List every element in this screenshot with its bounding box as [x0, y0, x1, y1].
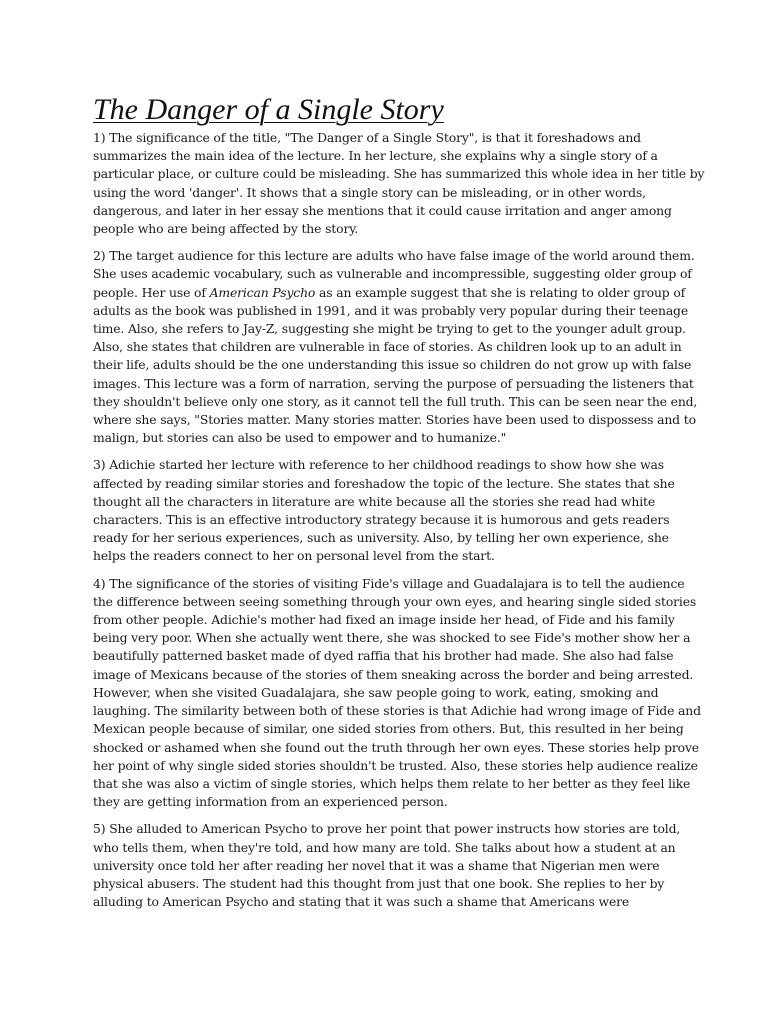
paragraph-text: 3) Adichie started her lecture with reference to her childhood readings to show how she was affected by reading similar stories and foreshadow the topic of the lecture. She states that she thought all the characters in literature are white because all the stories she read had white characters. This is an effective introductory strategy because it is humorous and gets readers ready for her serious experiences, such as university. Also, by telling her own experience, she helps the readers connect to her on personal level from the start. [93, 457, 675, 564]
paragraph-4 [93, 575, 705, 812]
document-page [93, 93, 705, 920]
paragraph-text: 4) The significance of the stories of visiting Fide's village and Guadalajara is to tell the audience the difference between seeing something through your own eyes, and hearing single sided stories from other people. Adichie's mother had fixed an image inside her head, of Fide and his family being very poor. When she actually went there, she was shocked to see Fide's mother show her a beautifully patterned basket made of dyed raffia that his brother had made. She also had false image of Mexicans because of the stories of them sneaking across the border and being arrested. However, when she visited Guadalajara, she saw people going to work, eating, smoking and laughing. The similarity between both of these stories is that Adichie had wrong image of Fide and Mexican people because of similar, one sided stories from others. But, this resulted in her being shocked or ashamed when she found out the truth through her own eyes. These stories help prove her point of why single sided stories shouldn't be trusted. Also, these stories help audience realize that she was also a victim of single stories, which helps them relate to her better as they feel like they are getting information from an experienced person. [93, 575, 701, 810]
paragraph-5 [93, 820, 705, 911]
paragraph-2 [93, 247, 705, 447]
book-title-italic: American Psycho [209, 284, 316, 300]
paragraph-text: 2) The target audience for this lecture are adults who have false image of the world around them. She uses academic vocabulary, such as vulnerable and incompressible, suggesting older group of people. Her use of [93, 248, 695, 300]
paragraph-text: 1) The significance of the title, "The Danger of a Single Story", is that it foreshadows and summarizes the main idea of the lecture. In her lecture, she explains why a single story of a particular place, or culture could be misleading. She has summarized this whole idea in her title by using the word 'danger'. It shows that a single story can be misleading, or in other words, dangerous, and later in her essay she mentions that it could cause irritation and anger among people who are being affected by the story. [93, 130, 705, 237]
document-title: The Danger of a Single Story [93, 93, 444, 126]
paragraph-1 [93, 129, 705, 238]
paragraph-text: 5) She alluded to American Psycho to prove her point that power instructs how stories are told, who tells them, when they're told, and how many are told. She talks about how a student at an university once told her after reading her novel that it was a shame that Nigerian men were physical abusers. The student had this thought from just that one book. She replies to her by alluding to American Psycho and stating that it was such a shame that Americans were [93, 821, 681, 910]
paragraph-3 [93, 456, 705, 565]
paragraph-text: as an example suggest that she is relating to older group of adults as the book was published in 1991, and it was probably very popular during their teenage time. Also, she refers to Jay-Z, suggesting she might be trying to get to the younger adult group. Also, she states that children are vulnerable in face of stories. As children look up to an adult in their life, adults should be the one understanding this issue so children do not grow up with false images. This lecture was a form of narration, serving the purpose of persuading the listeners that they shouldn't believe only one story, as it cannot tell the full truth. This can be seen near the end, where she says, "Stories matter. Many stories matter. Stories have been used to dispossess and to malign, but stories can also be used to empower and to humanize." [93, 284, 698, 446]
